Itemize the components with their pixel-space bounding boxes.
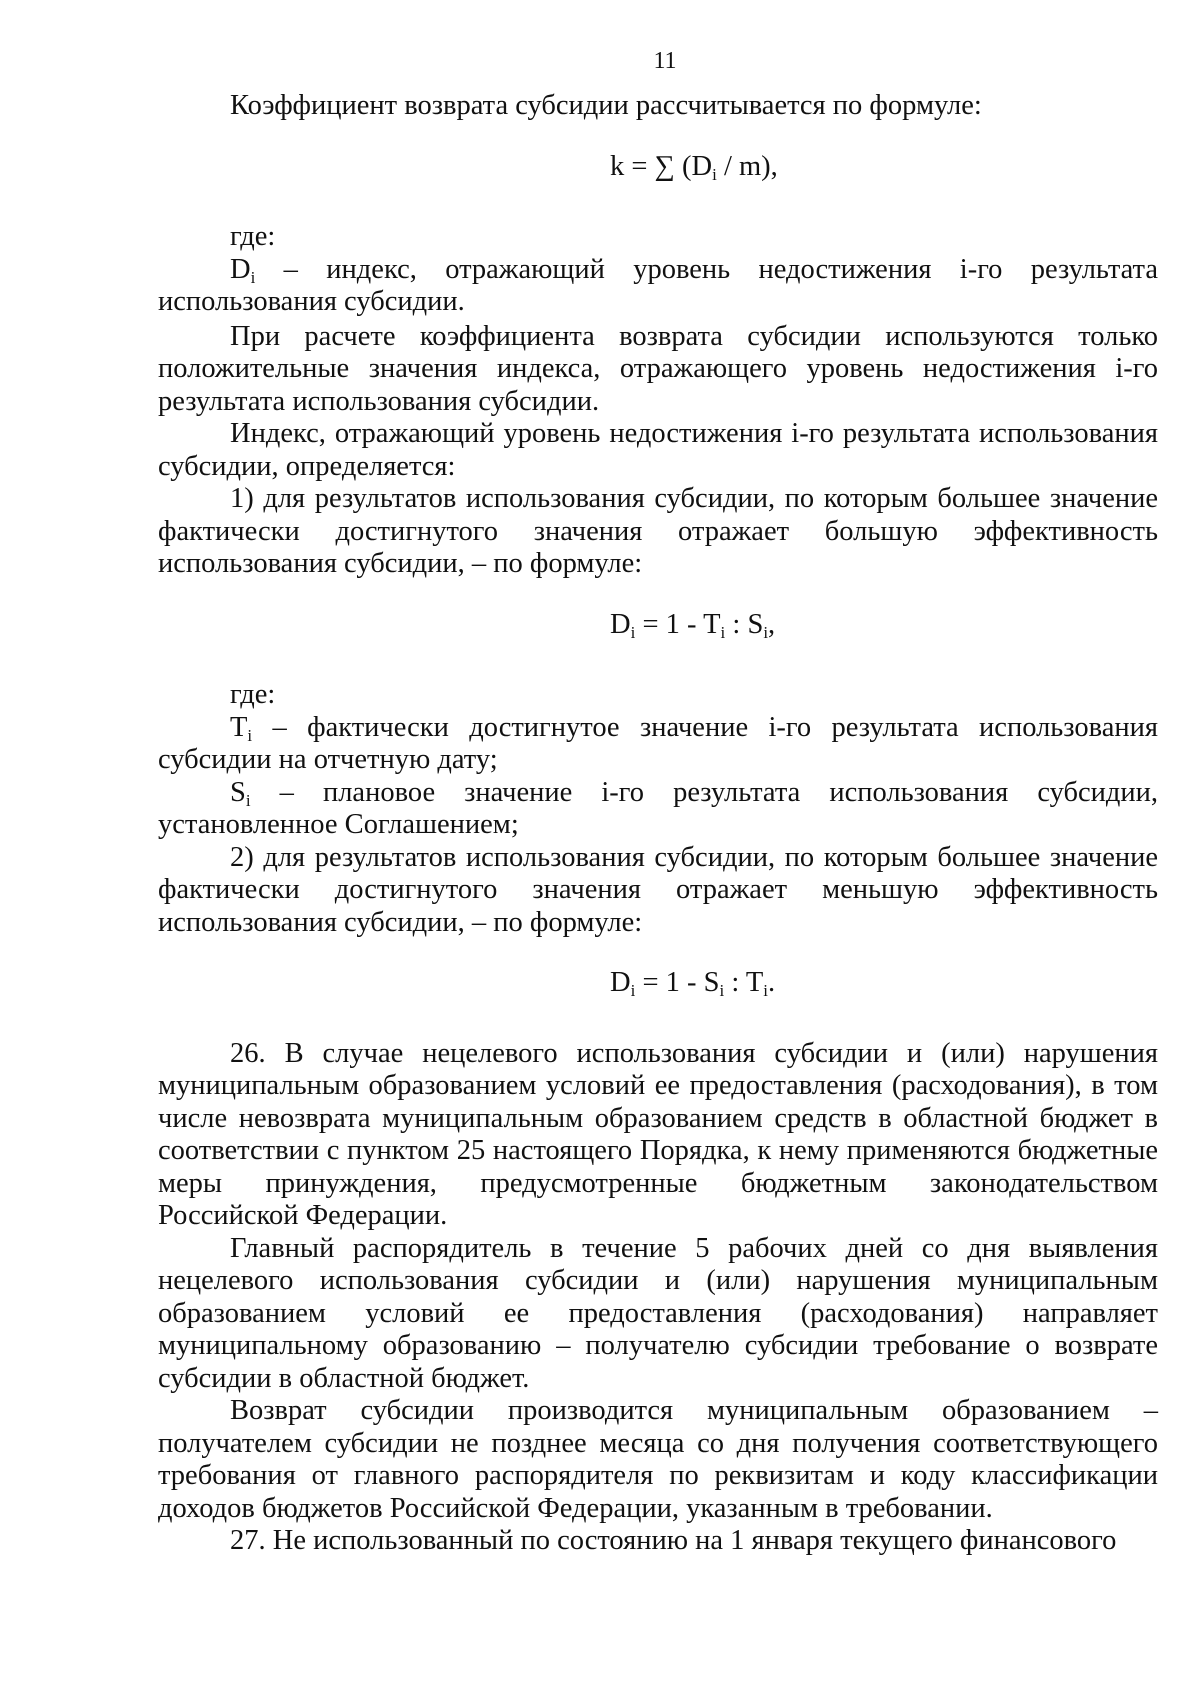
paragraph-main-manager: Главный распорядитель в течение 5 рабочих дней со дня выявления нецелевого использования субсидии и (или) нарушения муниципальным образованием условий ее предоставления (расходования) направляет муниципальному образованию – получателю субсидии требование о возврате субсидии в областной бюджет. (158, 1232, 1158, 1394)
definition-di: $D_i$ – индекс, отражающий уровень недостижения i-го результата использования субсидии. (158, 253, 1158, 317)
coefficient-intro: Коэффициент возврата субсидии рассчитывается по формуле: (230, 90, 982, 121)
item-1: 1) для результатов использования субсидии, по которым большее значение фактически достигнутого значения отражает большую эффективность использования субсидии, – по формуле: (158, 483, 1158, 579)
where-label: где: (230, 221, 276, 252)
page-number: 11 (653, 48, 677, 74)
paragraph-26: 26. В случае нецелевого использования субсидии и (или) нарушения муниципальным образованием условий ее предоставления (расходования), в том числе невозврата муниципальным образованием средств в областной бюджет в соответствии с пунктом 25 настоящего Порядка, к нему применяются бюджетные меры принуждения, предусмотренные бюджетным законодательством Российской Федерации. (158, 1037, 1158, 1231)
definition-ti: $T_i$ – фактически достигнутое значение i-го результата использования субсидии на отчетную дату; (158, 711, 1158, 775)
formula-k: k = ∑ $(D_i / m)$, (610, 150, 778, 184)
paragraph-index-definition: Индекс, отражающий уровень недостижения i-го результата использования субсидии, определяется: (158, 418, 1158, 482)
document-body (158, 90, 1158, 1558)
formula-1: $D_i = 1 - T_i$ : $S_i$, (610, 608, 776, 642)
formula-2: $D_i = 1 - S_i$ : $T_i$. (610, 967, 776, 1000)
where-label-2: где: (230, 679, 276, 710)
item-2: 2) для результатов использования субсидии, по которым большее значение фактически достигнутого значения отражает меньшую эффективность использования субсидии, – по формуле: (158, 841, 1158, 938)
definition-si: $S_i$ – плановое значение i-го результата использования субсидии, установленное Соглашением; (158, 776, 1158, 840)
paragraph-positive-values: При расчете коэффициента возврата субсидии используются только положительные значения индекса, отражающего уровень недостижения i-го результата использования субсидии. (158, 320, 1158, 417)
paragraph-return: Возврат субсидии производится муниципальным образованием – получателем субсидии не позднее месяца со дня получения соответствующего требования от главного распорядителя по реквизитам и коду классификации доходов бюджетов Российской Федерации, указанным в требовании. (158, 1395, 1158, 1524)
paragraph-27: 27. Не использованный по состоянию на 1 января текущего финансового (230, 1525, 1117, 1556)
